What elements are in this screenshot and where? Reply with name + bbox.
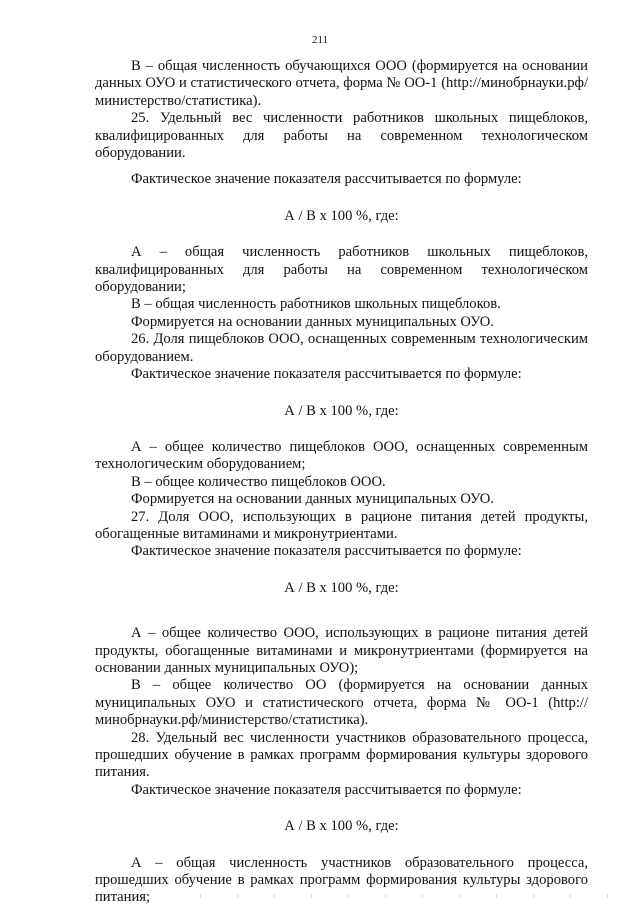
formula-28: А / В х 100 %, где: [284, 818, 399, 835]
scan-artifact [200, 894, 620, 898]
paragraph-a-definition-25: А – общая численность работников школьных пищеблоков, квалифицированных для работы на современном технологическом оборудовании; [95, 244, 588, 296]
paragraph-a-definition-28: А – общая численность участников образовательного процесса, прошедших обучение в рамках программ формирования культуры здорового питания; [95, 854, 588, 906]
paragraph-indicator-27: 27. Доля ООО, использующих в рационе питания детей продукты, обогащенные витаминами и микронутриентами. [95, 508, 588, 542]
paragraph-b-definition-25: В – общая численность работников школьных пищеблоков. [131, 296, 501, 313]
paragraph-formula-intro-27: Фактическое значение показателя рассчитывается по формуле: [131, 543, 522, 560]
paragraph-b-definition-26: В – общее количество пищеблоков ООО. [131, 473, 386, 490]
paragraph-b-definition-ooo: В – общая численность обучающихся ООО (формируется на основании данных ОУО и статистического отчета, форма № ОО-1 (http://минобрнауки.рф/министерство/статистика). [95, 58, 588, 109]
paragraph-source-26: Формируется на основании данных муниципальных ОУО. [131, 491, 494, 508]
paragraph-indicator-26: 26. Доля пищеблоков ООО, оснащенных современным технологическим оборудованием. [95, 331, 588, 365]
page-number: 211 [311, 34, 329, 46]
formula-25: А / В х 100 %, где: [284, 207, 399, 224]
formula-26: А / В х 100 %, где: [284, 402, 399, 419]
paragraph-b-definition-27: В – общее количество ОО (формируется на основании данных муниципальных ОУО и статистического отчета, форма № ОО-1 (http://минобрнауки.рф/министерство/статистика). [95, 677, 588, 729]
paragraph-formula-intro-26: Фактическое значение показателя рассчитывается по формуле: [131, 366, 522, 383]
paragraph-a-definition-26: А – общее количество пищеблоков ООО, оснащенных современным технологическим оборудованием; [95, 438, 588, 473]
document-body [95, 58, 588, 907]
formula-27: А / В х 100 %, где: [284, 579, 399, 596]
paragraph-indicator-25: 25. Удельный вес численности работников школьных пищеблоков, квалифицированных для работы на современном технологическом оборудовании. [95, 110, 588, 162]
paragraph-formula-intro-25: Фактическое значение показателя рассчитывается по формуле: [131, 171, 522, 188]
paragraph-formula-intro-28: Фактическое значение показателя рассчитывается по формуле: [131, 781, 522, 798]
paragraph-a-definition-27: А – общее количество ООО, использующих в рационе питания детей продукты, обогащенные витаминами и микронутриентами (формируется на основании данных муниципальных ОУО); [95, 625, 588, 676]
paragraph-source-25: Формируется на основании данных муниципальных ОУО. [131, 313, 494, 330]
paragraph-indicator-28: 28. Удельный вес численности участников образовательного процесса, прошедших обучение в рамках программ формирования культуры здорового питания. [95, 729, 588, 781]
